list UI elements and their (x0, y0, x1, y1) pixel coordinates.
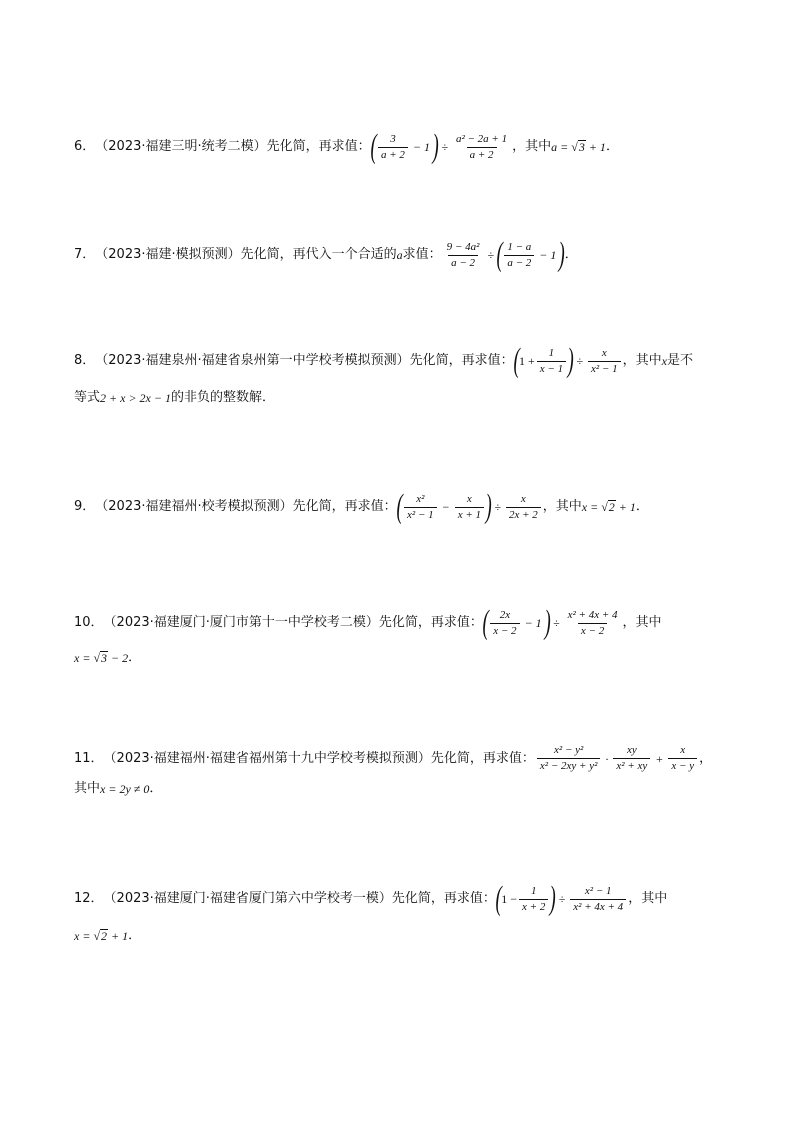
fraction: $\frac{x}{x + 1}$ (455, 493, 484, 522)
math-expression: ( $\frac{3}{a + 2}$ − 1 ) ÷ $\frac{\text{a² − 2a + 1}}{a + 2}$ (371, 130, 512, 164)
right-paren: ) (558, 236, 566, 273)
fraction: $\frac{2x}{x - 2}$ (490, 609, 519, 638)
problem-source: （2023·福建泉州·福建省泉州第一中学校考模拟预测） (95, 353, 410, 368)
fraction: $\frac{x}{2x + 2}$ (506, 493, 541, 522)
problem-instruction: 先化简，再求值： (430, 750, 535, 766)
problem-number: 9． (74, 499, 96, 514)
condition: a = √ 3 + 1 (551, 140, 606, 154)
math-expression: ( 1 − $\frac{1}{x + 2}$ ) ÷ $\frac{\text{x² − 1}}{\text{x² + 4x + 4}}$ (496, 882, 628, 916)
right-paren: ) (544, 604, 551, 641)
problem-instruction: 先化简，再求值： (409, 353, 514, 368)
problem-10: 10． （2023·福建厦门·厦门市第十一中学校考二模） 先化简，再求值： ( $\frac{2x}{x - 2}$ − 1 ) ÷ $\frac{\text{x² + 4x + 4}}{x - 2}$ ，其中 x = √ 3 − 2 ． (74, 606, 734, 668)
right-paren: ) (432, 128, 439, 165)
right-paren: ) (567, 342, 574, 379)
left-paren: ( (513, 342, 520, 379)
fraction: $\frac{\text{x² + 4x + 4}}{x - 2}$ (567, 608, 618, 637)
problem-number: 7． (74, 247, 96, 262)
left-paren: ( (496, 236, 503, 273)
math-expression: ( $\frac{2x}{x - 2}$ − 1 ) ÷ $\frac{\text{x² + 4x + 4}}{x - 2}$ (483, 606, 623, 640)
problem-number: 11． (74, 750, 104, 766)
fraction: $\frac{x}{\text{x² − 1}}$ (588, 347, 621, 376)
left-paren: ( (396, 488, 403, 525)
condition: x = √ 2 + 1 (74, 929, 129, 943)
condition: x = √ 3 − 2 (74, 651, 129, 665)
problem-source: （2023·福建厦门·厦门市第十一中学校考二模） (103, 615, 379, 630)
problem-source: （2023·福建三明·统考二模） (95, 139, 267, 154)
left-paren: ( (370, 128, 377, 165)
math-expression: $\frac{\text{9 − 4a²}}{a - 2}$ ÷ ( $\frac{1 - a}{a - 2}$ − 1 ) (442, 238, 565, 272)
problem-source: （2023·福建福州·福建省福州第十九中学校考模拟预测） (103, 750, 431, 766)
problem-instruction: 先化简，再求值： (292, 499, 397, 514)
problem-source: （2023·福建福州·校考模拟预测） (95, 499, 293, 514)
problem-number: 10． (74, 615, 104, 630)
problem-number: 12． (74, 891, 104, 906)
fraction: $\frac{\text{x² − y²}}{\text{x² − 2xy + y²}}$ (537, 744, 600, 773)
right-paren: ) (485, 488, 492, 525)
fraction: $\frac{\text{x² − 1}}{\text{x² + 4x + 4}}$ (570, 885, 626, 914)
fraction: $\frac{x}{x - y}$ (668, 744, 697, 773)
condition: x = 2y ≠ 0 (100, 782, 150, 796)
fraction: $\frac{1 - a}{a - 2}$ (504, 241, 534, 270)
fraction: $\frac{xy}{\text{x² + xy}}$ (613, 744, 650, 773)
problem-11: 11． （2023·福建福州·福建省福州第十九中学校考模拟预测） 先化简，再求值： $\frac{\text{x² − y²}}{\text{x² − 2xy + y²}}$ · $\frac{xy}{\text{x² + xy}}$ + $\frac{x}{x - y}$ ， 其中 x = 2y ≠ 0 ． (74, 744, 734, 799)
fraction: $\frac{1}{x + 2}$ (519, 885, 548, 914)
fraction: $\frac{\text{a² − 2a + 1}}{a + 2}$ (455, 132, 508, 161)
condition: x = √ 2 + 1 (581, 500, 636, 514)
right-paren: ) (549, 880, 557, 917)
fraction: $\frac{3}{a + 2}$ (378, 133, 408, 162)
fraction: $\frac{\text{9 − 4a²}}{a - 2}$ (446, 240, 480, 269)
math-expression: ( $\frac{\text{x²}}{\text{x² − 1}}$ − $\frac{x}{x + 1}$ ) ÷ $\frac{x}{2x + 2}$ (397, 490, 543, 524)
left-paren: ( (482, 604, 489, 641)
problem-number: 6． (74, 139, 96, 154)
problem-source: （2023·福建厦门·福建省厦门第六中学校考一模） (103, 891, 392, 906)
problem-9: 9． （2023·福建福州·校考模拟预测） 先化简，再求值： ( $\frac{\text{x²}}{\text{x² − 1}}$ − $\frac{x}{x + 1}$ ) ÷ $\frac{x}{2x + 2}$ ，其中 x = √ 2 + 1 ． (74, 488, 649, 525)
fraction: $\frac{1}{x - 1}$ (537, 347, 566, 376)
left-paren: ( (495, 880, 502, 917)
fraction: $\frac{\text{x²}}{\text{x² − 1}}$ (404, 493, 437, 522)
problem-7: 7． （2023·福建·模拟预测） 先化简，再代入一个合适的 a 求值： $\frac{\text{9 − 4a²}}{a - 2}$ ÷ ( $\frac{1 - a}{a - 2}$ − 1 ) ． (74, 236, 578, 273)
problem-tail: ，其中 (512, 139, 552, 154)
problem-instruction: 先化简，再求值： (391, 891, 496, 906)
problem-12: 12． （2023·福建厦门·福建省厦门第六中学校考一模） 先化简，再求值： ( 1 − $\frac{1}{x + 2}$ ) ÷ $\frac{\text{x² − 1}}{\text{x² + 4x + 4}}$ ，其中 x = √ 2 + 1 ． (74, 882, 734, 946)
math-expression: $\frac{\text{x² − y²}}{\text{x² − 2xy + y²}}$ · $\frac{xy}{\text{x² + xy}}$ + $\frac{x}{x - y}$ (535, 744, 699, 773)
problem-number: 8． (74, 353, 96, 368)
problem-6: 6． （2023·福建三明·统考二模） 先化简，再求值： ( $\frac{3}{a + 2}$ − 1 ) ÷ $\frac{\text{a² − 2a + 1}}{a + 2}$ ，其中 a = √ 3 + 1 ． (74, 128, 619, 165)
problem-source: （2023·福建·模拟预测） (95, 247, 241, 262)
problem-instruction: 先化简，再代入一个合适的 (240, 247, 397, 262)
problem-8: 8． （2023·福建泉州·福建省泉州第一中学校考模拟预测） 先化简，再求值： ( 1 + $\frac{1}{x - 1}$ ) ÷ $\frac{x}{\text{x² − 1}}$ ，其中 x 是不 等式 2 + x > 2x − 1 的非负的整数解． (74, 344, 734, 408)
problem-instruction: 先化简，再求值： (266, 139, 371, 154)
inequality: 2 + x > 2x − 1 (100, 391, 171, 405)
math-expression: ( 1 + $\frac{1}{x - 1}$ ) ÷ $\frac{x}{\text{x² − 1}}$ (514, 344, 623, 378)
problem-instruction: 先化简，再求值： (378, 615, 483, 630)
